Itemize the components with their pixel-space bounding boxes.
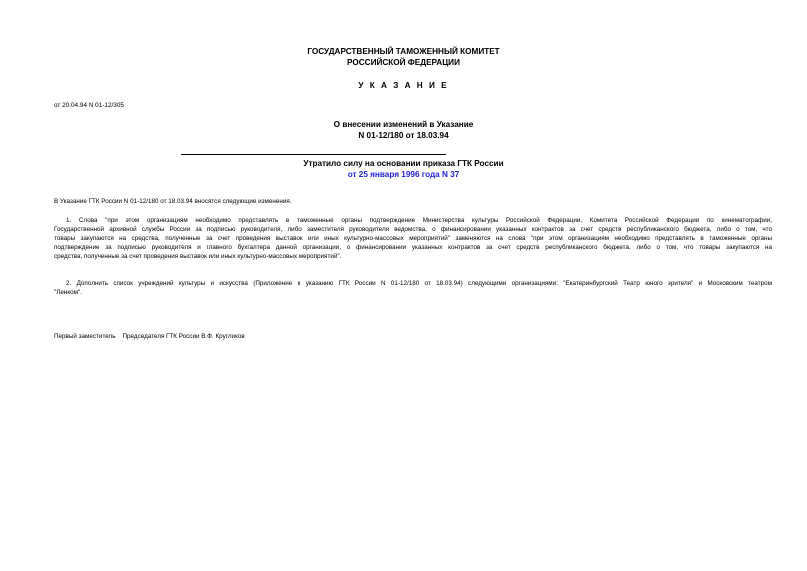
paragraph-2-line: "Ленком". (54, 289, 82, 297)
document-date-number: от 20.04.94 N 01-12/305 (54, 102, 124, 109)
subject-line-2: N 01-12/180 от 18.03.94 (358, 131, 449, 140)
paragraph-1-line: Государственной архивной службы России за подписью руководителя, либо заместителя руководителя ведомства, о финансировании указанных контрактов за счет средств республиканского бюджета, либо о том, что (54, 226, 772, 234)
status-notice (0, 158, 807, 180)
document-type: У К А З А Н И Е (358, 81, 449, 90)
org-line-1: ГОСУДАРСТВЕННЫЙ ТАМОЖЕННЫЙ КОМИТЕТ (307, 47, 500, 56)
org-line-2: РОССИЙСКОЙ ФЕДЕРАЦИИ (347, 58, 460, 67)
paragraph-1-line: подтверждение за подписью руководителя и главного бухгалтера данной организации, о финансировании указанных контрактов за счет средств республиканского бюджета, либо о том, что товары закупаются на (54, 244, 772, 252)
intro-paragraph: В Указание ГТК России N 01-12/180 от 18.03.94 вносятся следующие изменения. (54, 198, 292, 205)
status-line-1: Утратило силу на основании приказа ГТК России (303, 159, 504, 168)
document-subject (0, 119, 807, 141)
signature-line: Первый заместитель Председателя ГТК России В.Ф. Кругликов (54, 333, 245, 340)
paragraph-1-line: товары закупаются на средства, полученные за счет проведения выставок или иных культурно-массовых мероприятий" заменяются на слова "при этом организациям необходимо представлять в таможенные органы (54, 235, 772, 243)
paragraph-1-line: 1. Слова "при этом организациям необходимо представлять в таможенные органы подтверждение Министерства культуры Российской Федерации, Комитета Российской Федерации по кинематографии, (66, 217, 772, 224)
subject-line-1: О внесении изменений в Указание (333, 120, 474, 129)
status-link[interactable]: от 25 января 1996 года N 37 (347, 170, 460, 179)
paragraph-1-line: средства, полученные за счет проведения выставок или иных культурно-массовых мероприятий". (54, 253, 342, 261)
paragraph-1 (54, 216, 772, 261)
issuing-organization (0, 46, 807, 68)
paragraph-2 (54, 279, 772, 297)
separator-line (181, 154, 446, 155)
paragraph-2-line: 2. Дополнить список учреждений культуры и искусства (Приложение к указанию ГТК России N 01-12/180 от 18.03.94) следующими организациями: "Екатеринбургский Театр юного зрителя" и Московским театром (66, 280, 772, 287)
